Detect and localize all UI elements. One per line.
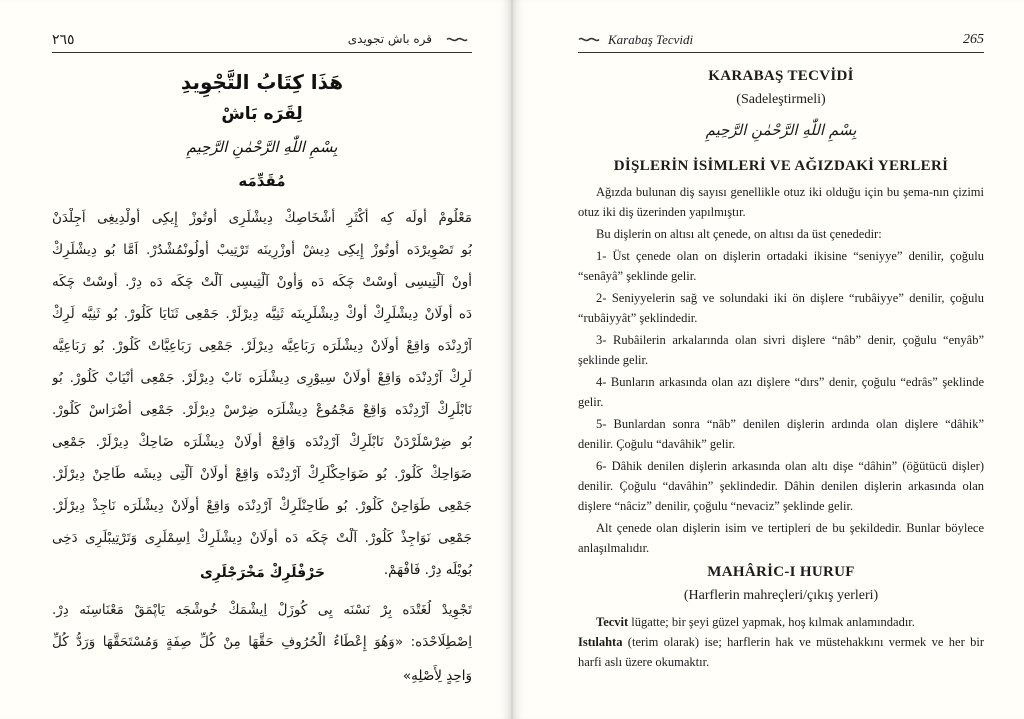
paragraph: 2- Seniyyelerin sağ ve solundaki iki ön dişlere “rubâiyye” denilir, çoğulu “rubâiyyât” şeklindedir. — [578, 291, 984, 325]
definition-istilahta — [578, 632, 984, 672]
left-subtitle: لِقَرَه بَاشْ — [221, 104, 303, 124]
right-title: KARABAŞ TECVİDİ — [708, 68, 854, 84]
arabic-line: تَجْوِيدْ لُغَتْدَه بِرْ نَسْنَه يِى كُوزَلْ اِيشْمَكْ خُوشْجَه يَاپْمَقْ مَعْنَاسِنَه دِرْ. — [52, 602, 472, 618]
arabic-line: دَه أُولَانْ دِيشْلَرِكْ أُوكْ دِيشْلَرِينَه ثَنِيَّه دِيرْلَرْ. جَمْعِى ثَنَايَا كَلُورْ. بُو ثَنِيَّه لَرِكْ — [52, 306, 472, 322]
right-page-header — [578, 30, 984, 53]
term-tecvit: Tecvit — [596, 615, 629, 629]
paragraph: Ağızda bulunan diş sayısı genellikle otuz iki olduğu için bu şema-nın çizimi otuz iki diş üzerinden yapılmıştır. — [578, 185, 984, 219]
arabic-line: نَابْلَرِكْ آرْدِنْدَه وَاقِعْ مَجْمُوعْ دِيشْلَرَه ضِرْسْ دِيرْلَرْ. جَمْعِى أَضْرَاسْ كَلُورْ. — [52, 402, 472, 418]
section-title-teeth: DİŞLERİN İSİMLERİ VE AĞIZDAKİ YERLERİ — [613, 158, 949, 174]
paragraph: 4- Bunların arkasında olan azı dişlere “dırs” denir, çoğulu “edrâs” şeklinde gelir. — [578, 375, 984, 409]
left-bismillah: بِسْمِ اللّٰهِ الرَّحْمٰنِ الرَّحِيمِ — [186, 138, 338, 156]
definition-text: lügatte; bir şeyi güzel yapmak, hoş kılmak anlamındadır. — [628, 615, 915, 629]
paragraph: 6- Dâhik denilen dişlerin arkasında olan altı dişe “dâhin” (öğütücü dişler) denilir. Çoğulu “davâhin” şeklindedir. Dâhin denilen dişlerin arkasında olan dişlere “nâciz” denilir, çoğulu “nevaciz” şeklinde gelir. — [578, 459, 984, 513]
header-ornament-icon — [578, 36, 600, 43]
left-header-title: قره باش تجويدى — [347, 32, 432, 46]
arabic-line: آرْدِنْدَه وَاقِعْ أُولَانْ دِيشْلَرَه رَبَاعِيَّه دِيرْلَرْ. جَمْعِى رَبَاعِيَّاتْ كَلُورْ. بُو رَبَاعِيَّه — [52, 338, 472, 354]
arabic-line: مَعْلُومْ أُولَه كِه أَكْثَرِ أَشْخَاصِكْ دِيشْلَرِى أُوتُوزْ إِيكِى أُولْدِيغِى اَجِلْدَنْ — [52, 210, 472, 226]
left-page-header — [52, 30, 472, 53]
definition-tecvit — [578, 612, 984, 632]
paragraph: Bu dişlerin on altısı alt çenede, on altısı da üst çenededir: — [596, 227, 882, 241]
right-header-title: Karabaş Tecvidi — [608, 32, 694, 47]
left-title: هَذَا كِتَابُ التَّجْوِيدِ — [180, 70, 344, 94]
arabic-line: جَمْعِى نَوَاجِذْ كَلُورْ. آلْتْ چَكَه دَه أُولَانْ دِيشْلَرِكْ اِسِمْلَرِى وَتَرْتِيبْلَرِى دَخِى — [52, 530, 472, 546]
book-gutter — [511, 0, 513, 719]
term-istilahta: Istılahta — [578, 635, 623, 649]
right-bismillah: بِسْمِ اللّٰهِ الرَّحْمٰنِ الرَّحِيمِ — [705, 121, 857, 139]
left-intro-heading: مُقَدِّمَه — [238, 172, 286, 190]
definitions — [578, 612, 984, 672]
header-ornament-icon — [446, 36, 468, 43]
arabic-line: أُونْ آلْتِيسِى أُوسْتْ چَكَه دَه وَأُونْ آلْتِيسِى آلْتْ چَكَه دَه دِرْ. أُوسْتْ چَكَه — [52, 274, 472, 290]
arabic-line: بُو تَصْوِيرْدَه أُوتُوزْ إِيكِى دِيشْ أُوزْرِينَه تَرْتِيبْ أُولُونْمُشْدُرْ. اَمَّا بُو دِيشْلَرِكْ — [52, 242, 472, 258]
paragraph: 1- Üst çenede olan on dişlerin ortadaki ikisine “seniyye” denilir, çoğulu “senâyâ” şeklinde gelir. — [578, 249, 984, 283]
arabic-line-closing: بُويْلَه دِرْ. فَافْهَمْ. — [383, 562, 472, 578]
right-subtitle: (Sadeleştirmeli) — [736, 92, 826, 107]
paragraph: 5- Bunlardan sonra “nâb” denilen dişlerin ardında olan dişlere “dâhik” denilir. Çoğulu “davâhik” gelir. — [578, 417, 984, 451]
arabic-line: بُو ضِرْسْلَرْدَنْ نَابْلَرِكْ آرْدِنْدَه وَاقِعْ أُولَانْ دِيشْلَرَه ضَاحِكْ دِيرْلَرْ. جَمْعِى — [52, 434, 472, 450]
right-page-number: 265 — [963, 32, 984, 47]
arabic-line: ضَوَاحِكْ كَلُورْ. بُو ضَوَاحِكْلَرِكْ آرْدِنْدَه وَاقِعْ أُولَانْ آلْتِى دِيشَه طَاحِنْ دِيرْلَرْ. — [52, 466, 472, 482]
arabic-line-end: وَاحِدٍ لِأَصْلِهِ» — [402, 668, 472, 684]
arabic-line: لَرِكْ آرْدِنْدَه وَاقِعْ أُولَانْ سِيوْرِى دِيشْلَرَه نَابْ دِيرْلَرْ. جَمْعِى أَنْيَابْ كَلُورْ. بُو — [52, 370, 472, 386]
paragraph: Alt çenede olan dişlerin isim ve tertipleri de bu şekildedir. Bunlar böylece anlaşılmalıdır. — [578, 521, 984, 555]
left-page-number: ٢٦٥ — [52, 32, 75, 48]
definition-text: (terim olarak) ise; harflerin hak ve müstehakkını vermek ve her bir harfi aslı üzere okumaktır. — [578, 635, 984, 669]
section-subtitle-maharic: (Harflerin mahreçleri/çıkış yerleri) — [683, 588, 879, 603]
section-title-maharic: MAHÂRİC-I HURUF — [707, 564, 855, 580]
arabic-line: اِصْطِلَاحْدَه: «وَهُوَ إِعْطَاءُ الْحُرُوفِ حَقَّهَا مِنْ كُلِّ صِفَةٍ وَمُسْتَحَقَّهَا وَرَدُّ كُلِّ — [52, 634, 472, 650]
left-section-heading: حَرْفْلَرِكْ مَخْرَجْلَرِى — [200, 565, 325, 581]
right-body — [578, 182, 984, 558]
arabic-line: جَمْعِى طَوَاحِنْ كَلُورْ. بُو طَاحِنْلَرِكْ آرْدِنْدَه وَاقِعْ أُولَانْ دِيشْلَرَه نَاجِذْ دِيرْلَرْ. — [52, 498, 472, 514]
paragraph: 3- Rubâilerin arkalarında olan sivri dişlere “nâb” denir, çoğulu “enyâb” şeklinde gelir. — [578, 333, 984, 367]
